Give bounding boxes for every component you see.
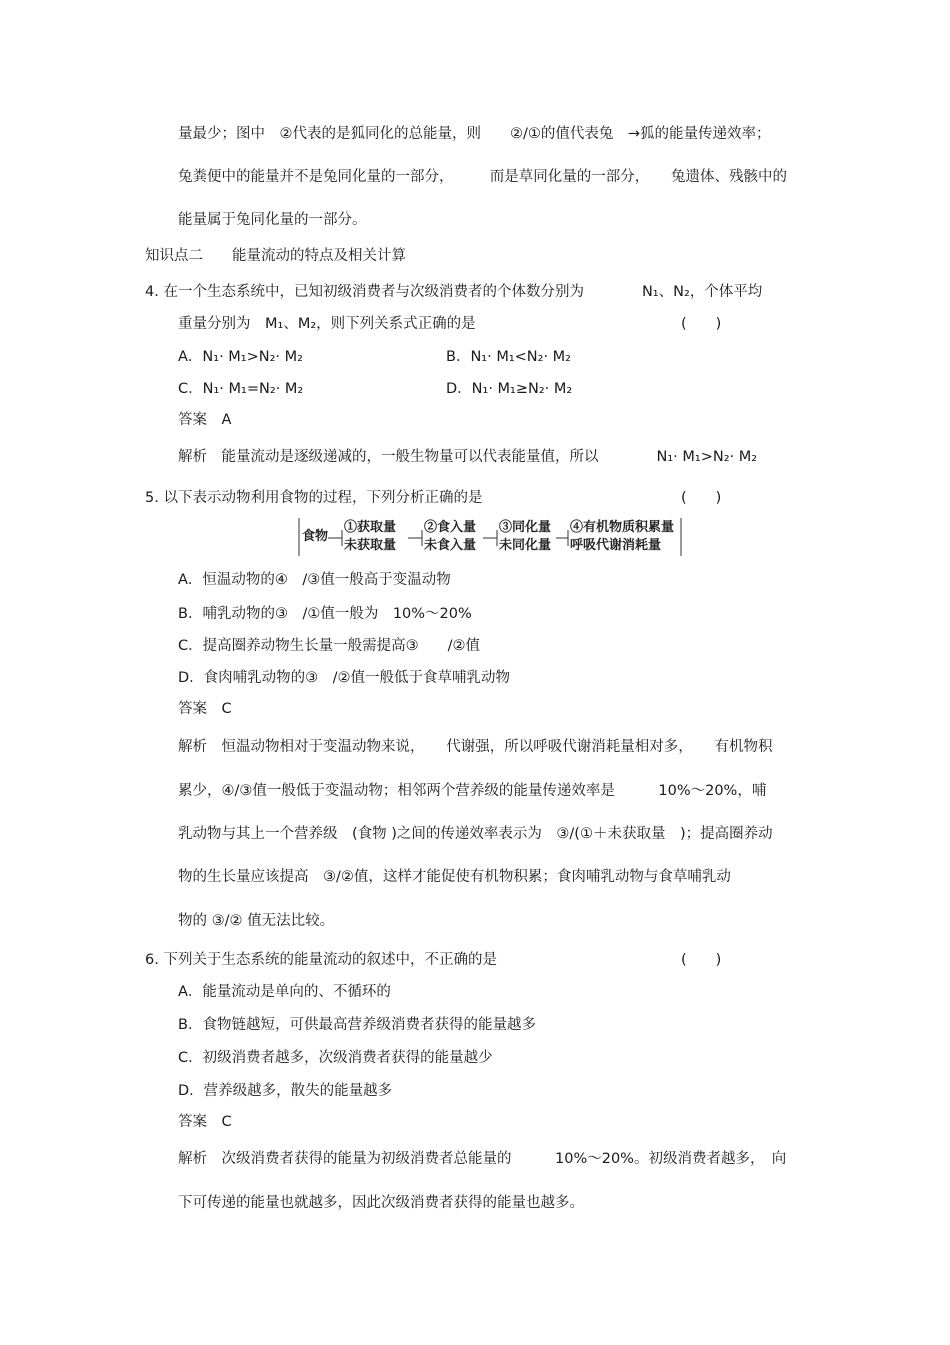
section-heading: 知识点二 能量流动的特点及相关计算 [145, 248, 406, 264]
option-c: C．初级消费者越多，次级消费者获得的能量越少 [178, 1050, 493, 1066]
analysis-line: 兔粪便中的能量并不是兔同化量的一部分， 而是草同化量的一部分， 兔遗体、残骸中的 [178, 169, 787, 185]
option-a: A．N₁· M₁>N₂· M₂ [178, 349, 303, 365]
diagram-node-1-alt: 未获取量 [344, 538, 397, 553]
analysis-text: 乳动物与其上一个营养级 (食物 )之间的传递效率表示为 ③/(①＋未获取量 )；提高圈养动 [178, 826, 773, 842]
food-utilization-diagram [298, 516, 682, 558]
answer-text: 答案 C [178, 1114, 232, 1130]
analysis-text: 下可传递的能量也就越多，因此次级消费者获得的能量也越多。 [178, 1195, 584, 1211]
analysis-text: 物的生长量应该提高 ③/②值，这样才能促使有机物积累；食肉哺乳动物与食草哺乳动 [178, 869, 731, 885]
analysis-text: 解析 恒温动物相对于变温动物来说， 代谢强，所以呼吸代谢消耗量相对多， 有机物积 [178, 739, 773, 755]
analysis-text: 解析 能量流动是逐级递减的，一般生物量可以代表能量值，所以 N₁· M₁>N₂· M₂ [178, 449, 758, 465]
option-c: C．N₁· M₁=N₂· M₂ [178, 381, 304, 397]
diagram-node-2: ②食入量 [424, 520, 477, 535]
answer-blank: ( ) [681, 952, 722, 968]
question-4-stem: 重量分别为 M₁、M₂，则下列关系式正确的是 [178, 316, 476, 332]
analysis-text: 累少，④/③值一般低于变温动物；相邻两个营养级的能量传递效率是 10%～20%，哺 [178, 783, 767, 799]
option-a: A．能量流动是单向的、不循环的 [178, 984, 391, 1000]
diagram-node-4: ④有机物质积累量 [570, 520, 675, 535]
diagram-node-4-alt: 呼吸代谢消耗量 [570, 538, 662, 553]
diagram-food: 食物 [302, 529, 329, 544]
diagram-node-1: ①获取量 [344, 520, 397, 535]
answer-text: 答案 C [178, 701, 232, 717]
option-b: B．N₁· M₁<N₂· M₂ [446, 349, 571, 365]
option-c: C．提高圈养动物生长量一般需提高③ /②值 [178, 638, 481, 654]
option-a: A．恒温动物的④ /③值一般高于变温动物 [178, 572, 451, 588]
diagram-node-3-alt: 未同化量 [499, 538, 552, 553]
analysis-line: 量最少；图中 ②代表的是狐同化的总能量，则 ②/①的值代表兔 →狐的能量传递效率； [178, 126, 771, 142]
answer-text: 答案 A [178, 412, 232, 428]
analysis-text: 物的 ③/② 值无法比较。 [178, 913, 335, 929]
option-d: D．食肉哺乳动物的③ /②值一般低于食草哺乳动物 [178, 670, 511, 686]
diagram-node-3: ③同化量 [499, 520, 552, 535]
option-b: B．哺乳动物的③ /①值一般为 10%～20% [178, 606, 472, 622]
question-6-stem: 6. 下列关于生态系统的能量流动的叙述中，不正确的是 [145, 952, 497, 968]
question-4-stem: 4. 在一个生态系统中，已知初级消费者与次级消费者的个体数分别为 N₁、N₂，个体平均 [145, 284, 763, 300]
answer-blank: ( ) [681, 316, 722, 332]
option-b: B．食物链越短，可供最高营养级消费者获得的能量越多 [178, 1017, 536, 1033]
diagram-node-2-alt: 未食入量 [424, 538, 477, 553]
answer-blank: ( ) [681, 490, 722, 506]
analysis-line: 能量属于兔同化量的一部分。 [178, 212, 367, 228]
option-d: D．营养级越多，散失的能量越多 [178, 1083, 393, 1099]
analysis-text: 解析 次级消费者获得的能量为初级消费者总能量的 10%～20%。初级消费者越多， 向 [178, 1151, 787, 1167]
option-d: D．N₁· M₁≥N₂· M₂ [446, 381, 573, 397]
question-5-stem: 5. 以下表示动物利用食物的过程，下列分析正确的是 [145, 490, 483, 506]
